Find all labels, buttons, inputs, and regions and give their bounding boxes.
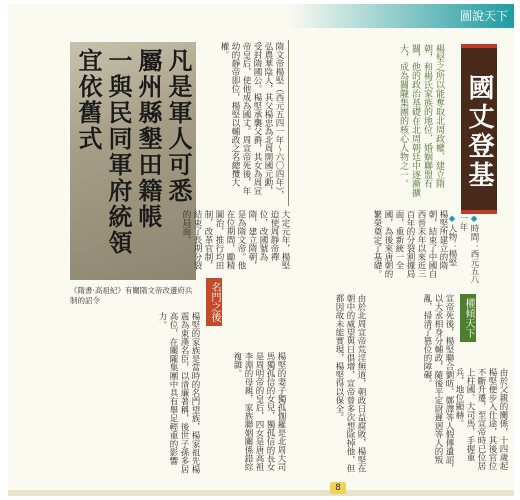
bullet-icon: ◆ (469, 214, 479, 224)
chapter-title: 國丈登基 (461, 44, 497, 214)
footer-band (8, 490, 514, 496)
bullet-icon: ◆ (447, 214, 457, 224)
photo-text-column: 凡是軍人可悉 (164, 48, 193, 204)
photo-caption: 《隋書·高祖紀》有關隋文帝改邊府兵制的詔令 (70, 286, 193, 305)
header-bar (288, 4, 514, 28)
photo-text-column: 宜依舊式 (74, 48, 103, 152)
section-heading: 名門之後 (206, 278, 222, 326)
page-number: 8 (330, 482, 346, 494)
section-heading: 權傾天下 (460, 294, 476, 342)
divider (288, 40, 289, 206)
page (8, 4, 514, 496)
body-text-block: 楊堅的妻子獨孤伽羅是北周大司馬獨孤信的女兒，獨孤信的長女是周明帝的皇后，四女是唐高祖李淵的母親，家族聯姻關係錯綜複雜。 (232, 352, 286, 471)
body-text-block: 由於父親的關係，十四歲起楊堅便步入仕途，其後官位不斷升遷，至宣帝時已位居上柱國、大司馬，手握重兵，地位顯赫。 (454, 368, 508, 470)
person-value: 楊堅 (447, 249, 457, 267)
body-text-block: 楊堅所建立的隋朝，結束了中國自西晉末年以來近三百年的分裂割據局面，重新統一全國，為後來唐朝的繁榮奠定了基礎。 (372, 210, 448, 278)
body-text-block: 宣帝死後，楊堅聯合劉昉、鄭譯等人假傳遺詔，以大丞相身分輔政，隨後平定尉遲迥等人的叛亂，掃清了篡位的障礙。 (422, 294, 454, 473)
photo-text-column: 一與民同軍府統領 (104, 48, 133, 256)
body-text-block: 楊堅的家族是當時的名門望族，楊家祖先楊震為東漢名臣，以清廉著稱，後世子孫多居高位，在關隴集團中具有舉足輕重的影響力。 (157, 312, 200, 474)
chapter-meta (445, 214, 479, 284)
time-value: 西元五八一年 (458, 214, 479, 284)
body-text-block: 大定元年，楊堅迫使周靜帝禪位，改國號為隋，建立隋朝，是為隋文帝。他在位期間，勵精圖治，推行均田制，改革官制，結束了長期分裂的局面。 (181, 210, 290, 270)
photo-text-column: 屬州縣墾田籍帳 (134, 48, 163, 230)
body-text-block: 隋文帝楊堅（西元五四一年～六〇四年），弘農華陰人，其父楊忠為北周開國元勳，受封隋國公。楊堅承襲父爵，其女為周宣帝皇后，使他成為國丈。周宣帝死後，年幼的靜帝即位，楊堅以輔政之名總攬大權。 (219, 42, 284, 200)
person-label: 人物： (447, 224, 457, 250)
document-photo (70, 42, 196, 280)
time-label: 時間： (469, 224, 479, 250)
header-title: 圖說天下 (459, 9, 508, 23)
intro-paragraph: 楊堅之所以能奪取北周政權、建立隋朝，和楊氏家族的地位、婚姻聯盟有關，他的政治基礎在北周朝廷中逐漸擴大，成為關隴集團的核心人物之一。 (398, 44, 444, 197)
body-text-block: 由於北周宣帝荒淫無道，朝政日益腐敗，楊堅在朝中的威望與日俱增，宣帝曾多次想除掉他，但都因故未能實現，楊堅得以保全。 (334, 294, 366, 473)
